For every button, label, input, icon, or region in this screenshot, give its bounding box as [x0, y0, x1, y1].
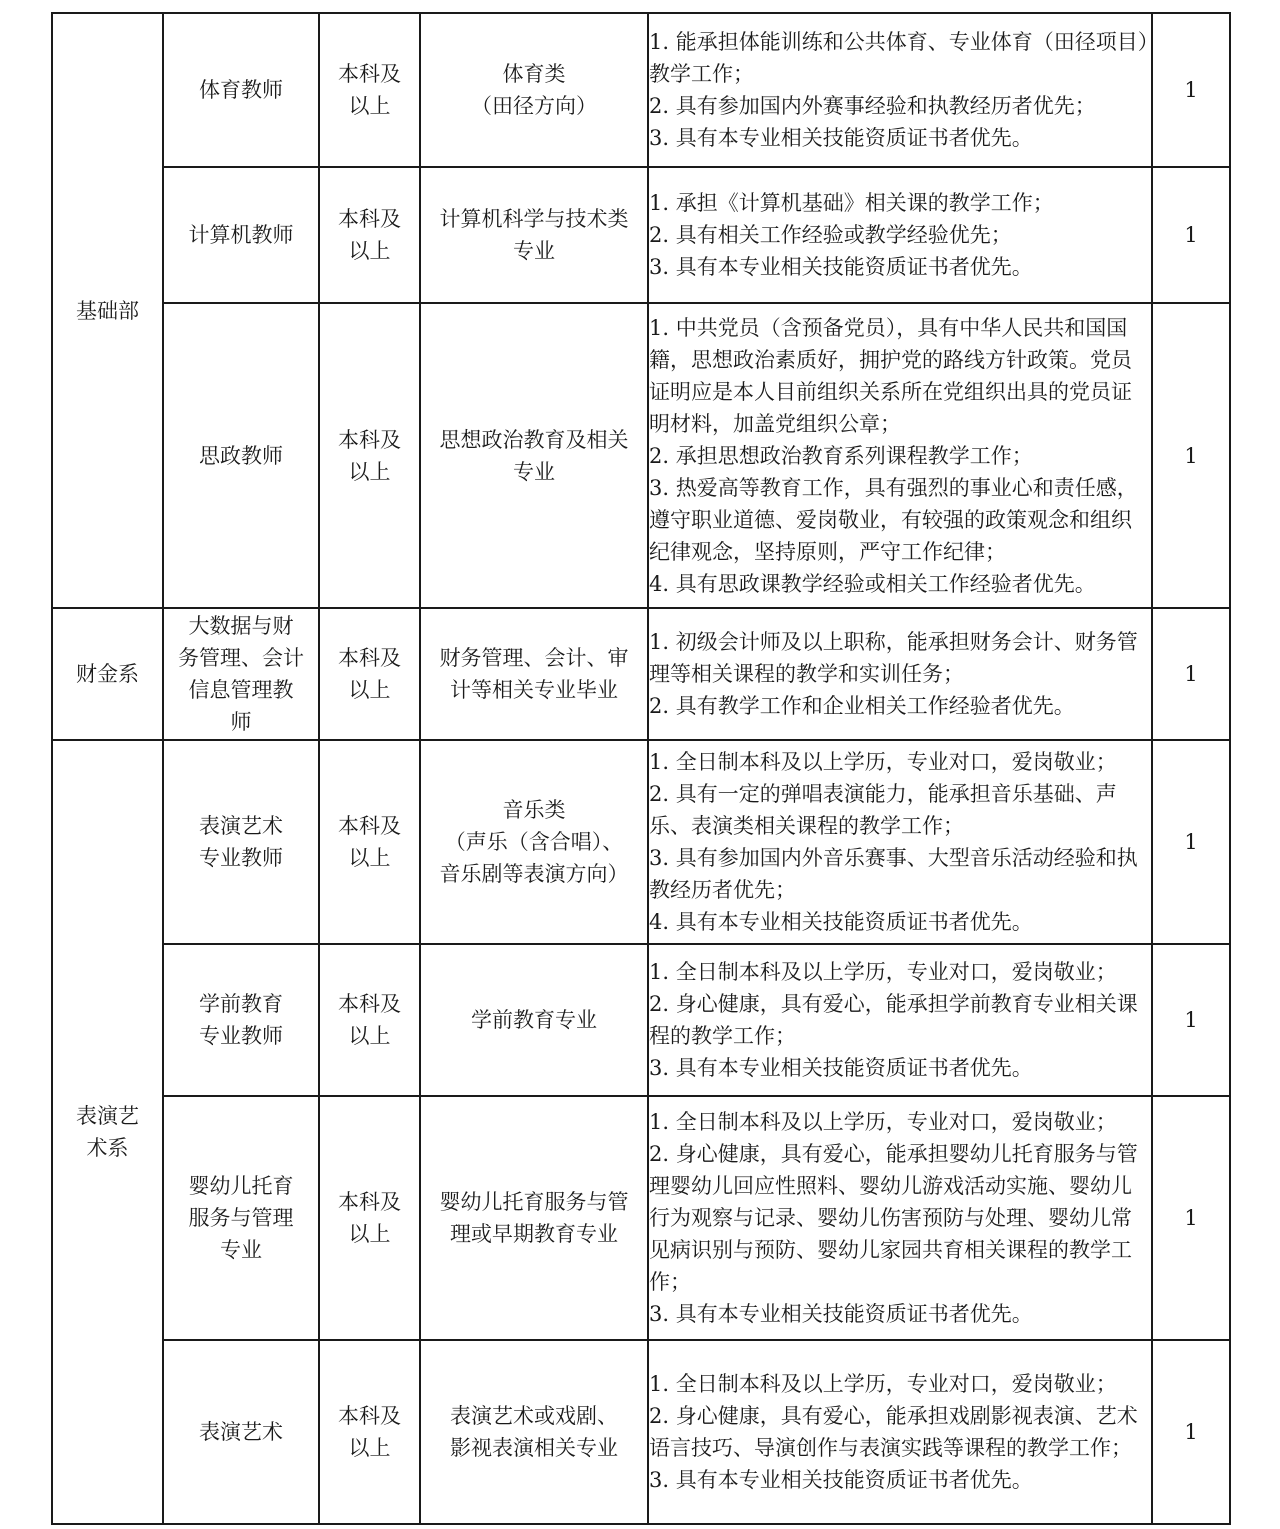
position-cell: 思政教师 [163, 303, 319, 608]
major-cell: 表演艺术或戏剧、 影视表演相关专业 [420, 1340, 648, 1524]
major-cell: 音乐类 （声乐（含合唱）、 音乐剧等表演方向） [420, 740, 648, 944]
education-cell: 本科及 以上 [319, 944, 420, 1096]
duties-cell: 1. 中共党员（含预备党员），具有中华人民共和国国籍，思想政治素质好，拥护党的路线方针政策。党员证明应是本人目前组织关系所在党组织出具的党员证明材料，加盖党组织公章； 2. 承担思想政治教育系列课程教学工作； 3. 热爱高等教育工作，具有强烈的事业心和责任感，遵守职业道德、爱岗敬业，有较强的政策观念和组织纪律观念，坚持原则，严守工作纪律； 4. 具有思政课教学经验或相关工作经验者优先。 [648, 303, 1152, 608]
table-row [52, 1096, 1230, 1340]
duties-cell: 1. 全日制本科及以上学历，专业对口，爱岗敬业； 2. 身心健康，具有爱心，能承担学前教育专业相关课程的教学工作； 3. 具有本专业相关技能资质证书者优先。 [648, 944, 1152, 1096]
table-row [52, 1340, 1230, 1524]
position-cell: 体育教师 [163, 13, 319, 167]
department-cell: 表演艺 术系 [52, 740, 163, 1524]
education-cell: 本科及 以上 [319, 167, 420, 303]
headcount-cell: 1 [1152, 13, 1230, 167]
major-cell: 婴幼儿托育服务与管 理或早期教育专业 [420, 1096, 648, 1340]
recruitment-table [51, 12, 1231, 1525]
table-row [52, 13, 1230, 167]
major-cell: 计算机科学与技术类 专业 [420, 167, 648, 303]
position-cell: 计算机教师 [163, 167, 319, 303]
duties-cell: 1. 全日制本科及以上学历，专业对口，爱岗敬业； 2. 身心健康，具有爱心，能承担婴幼儿托育服务与管理婴幼儿回应性照料、婴幼儿游戏活动实施、婴幼儿行为观察与记录、婴幼儿伤害预防与处理、婴幼儿常见病识别与预防、婴幼儿家园共育相关课程的教学工作； 3. 具有本专业相关技能资质证书者优先。 [648, 1096, 1152, 1340]
duties-cell: 1. 能承担体能训练和公共体育、专业体育（田径项目）教学工作； 2. 具有参加国内外赛事经验和执教经历者优先； 3. 具有本专业相关技能资质证书者优先。 [648, 13, 1152, 167]
position-cell: 婴幼儿托育 服务与管理 专业 [163, 1096, 319, 1340]
position-cell: 大数据与财 务管理、会计 信息管理教 师 [163, 608, 319, 740]
department-cell: 财金系 [52, 608, 163, 740]
table-row [52, 740, 1230, 944]
duties-cell: 1. 承担《计算机基础》相关课的教学工作； 2. 具有相关工作经验或教学经验优先； 3. 具有本专业相关技能资质证书者优先。 [648, 167, 1152, 303]
headcount-cell: 1 [1152, 740, 1230, 944]
headcount-cell: 1 [1152, 303, 1230, 608]
position-cell: 学前教育 专业教师 [163, 944, 319, 1096]
education-cell: 本科及 以上 [319, 13, 420, 167]
headcount-cell: 1 [1152, 608, 1230, 740]
major-cell: 学前教育专业 [420, 944, 648, 1096]
table-row [52, 944, 1230, 1096]
education-cell: 本科及 以上 [319, 608, 420, 740]
table-row [52, 167, 1230, 303]
education-cell: 本科及 以上 [319, 740, 420, 944]
department-cell: 基础部 [52, 13, 163, 608]
headcount-cell: 1 [1152, 944, 1230, 1096]
major-cell: 体育类 （田径方向） [420, 13, 648, 167]
table-row [52, 608, 1230, 740]
headcount-cell: 1 [1152, 1096, 1230, 1340]
position-cell: 表演艺术 [163, 1340, 319, 1524]
duties-cell: 1. 全日制本科及以上学历，专业对口，爱岗敬业； 2. 具有一定的弹唱表演能力，能承担音乐基础、声乐、表演类相关课程的教学工作； 3. 具有参加国内外音乐赛事、大型音乐活动经验和执教经历者优先； 4. 具有本专业相关技能资质证书者优先。 [648, 740, 1152, 944]
table-row [52, 303, 1230, 608]
education-cell: 本科及 以上 [319, 303, 420, 608]
duties-cell: 1. 初级会计师及以上职称，能承担财务会计、财务管理等相关课程的教学和实训任务； 2. 具有教学工作和企业相关工作经验者优先。 [648, 608, 1152, 740]
headcount-cell: 1 [1152, 1340, 1230, 1524]
major-cell: 思想政治教育及相关 专业 [420, 303, 648, 608]
education-cell: 本科及 以上 [319, 1340, 420, 1524]
education-cell: 本科及 以上 [319, 1096, 420, 1340]
headcount-cell: 1 [1152, 167, 1230, 303]
position-cell: 表演艺术 专业教师 [163, 740, 319, 944]
major-cell: 财务管理、会计、审 计等相关专业毕业 [420, 608, 648, 740]
duties-cell: 1. 全日制本科及以上学历，专业对口，爱岗敬业； 2. 身心健康，具有爱心，能承担戏剧影视表演、艺术语言技巧、导演创作与表演实践等课程的教学工作； 3. 具有本专业相关技能资质证书者优先。 [648, 1340, 1152, 1524]
